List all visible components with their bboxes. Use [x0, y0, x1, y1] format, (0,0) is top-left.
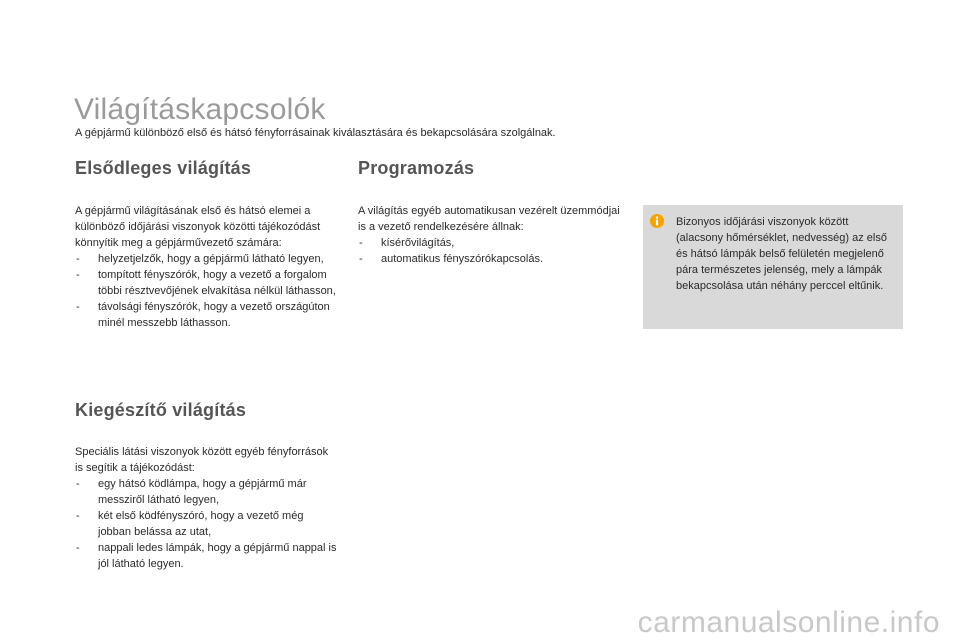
list-item-text: tompított fényszórók, hogy a vezető a forgalom többi résztvevőjének elvakítása nélkül láthasson,	[98, 269, 336, 297]
additional-lighting-heading: Kiegészítő világítás	[75, 400, 247, 420]
programming-heading: Programozás	[358, 158, 475, 178]
primary-lighting-body	[75, 203, 337, 331]
info-note-text: Bizonyos időjárási viszonyok között (alacsony hőmérséklet, nedvesség) az első és hátsó lámpák belső felületén megjelenő pára természetes jelenség, mely a lámpák bekapcsolása után néhány perccel eltűnik.	[676, 216, 887, 292]
info-note-box	[643, 205, 903, 329]
list-item	[358, 235, 620, 251]
list-dash: -	[76, 478, 80, 490]
list-dash: -	[359, 253, 363, 265]
list-item	[358, 251, 620, 267]
programming-body	[358, 203, 620, 267]
list-item	[75, 267, 337, 299]
additional-lighting-body	[75, 444, 337, 572]
list-item	[75, 251, 337, 267]
list-dash: -	[76, 269, 80, 281]
list-dash: -	[76, 253, 80, 265]
list-item	[75, 508, 337, 540]
list-item	[75, 299, 337, 331]
list-item-text: távolsági fényszórók, hogy a vezető országúton minél messzebb láthasson.	[98, 301, 330, 329]
additional-lighting-intro: Speciális látási viszonyok között egyéb fényforrások is segítik a tájékozódást:	[75, 446, 329, 474]
list-dash: -	[76, 542, 80, 554]
list-dash: -	[359, 237, 363, 249]
programming-intro: A világítás egyéb automatikusan vezérelt üzemmódjai is a vezető rendelkezésére állnak:	[358, 205, 620, 233]
list-item-text: kísérővilágítás,	[381, 237, 455, 249]
list-item-text: egy hátsó ködlámpa, hogy a gépjármű már messziről látható legyen,	[98, 478, 307, 506]
list-dash: -	[76, 301, 80, 313]
list-item-text: automatikus fényszórókapcsolás.	[381, 253, 544, 265]
page-subtitle: A gépjármű különböző első és hátsó fényforrásainak kiválasztására és bekapcsolására szolgálnak.	[75, 127, 556, 139]
list-item-text: helyzetjelzők, hogy a gépjármű látható legyen,	[98, 253, 324, 265]
list-item	[75, 476, 337, 508]
primary-lighting-intro: A gépjármű világításának első és hátsó elemei a különböző időjárási viszonyok közötti tájékozódást könnyítik meg a gépjárművezető számára:	[75, 205, 321, 249]
info-icon	[650, 214, 664, 228]
watermark: carmanualsonline.info	[637, 606, 940, 639]
primary-lighting-list	[75, 251, 337, 331]
page-title: Világításkapcsolók	[74, 93, 326, 126]
list-item-text: két első ködfényszóró, hogy a vezető még jobban belássa az utat,	[98, 510, 304, 538]
primary-lighting-heading: Elsődleges világítás	[75, 158, 252, 178]
list-item-text: nappali ledes lámpák, hogy a gépjármű nappal is jól látható legyen.	[98, 542, 337, 570]
programming-list	[358, 235, 620, 267]
list-item	[75, 540, 337, 572]
list-dash: -	[76, 510, 80, 522]
additional-lighting-list	[75, 476, 337, 572]
